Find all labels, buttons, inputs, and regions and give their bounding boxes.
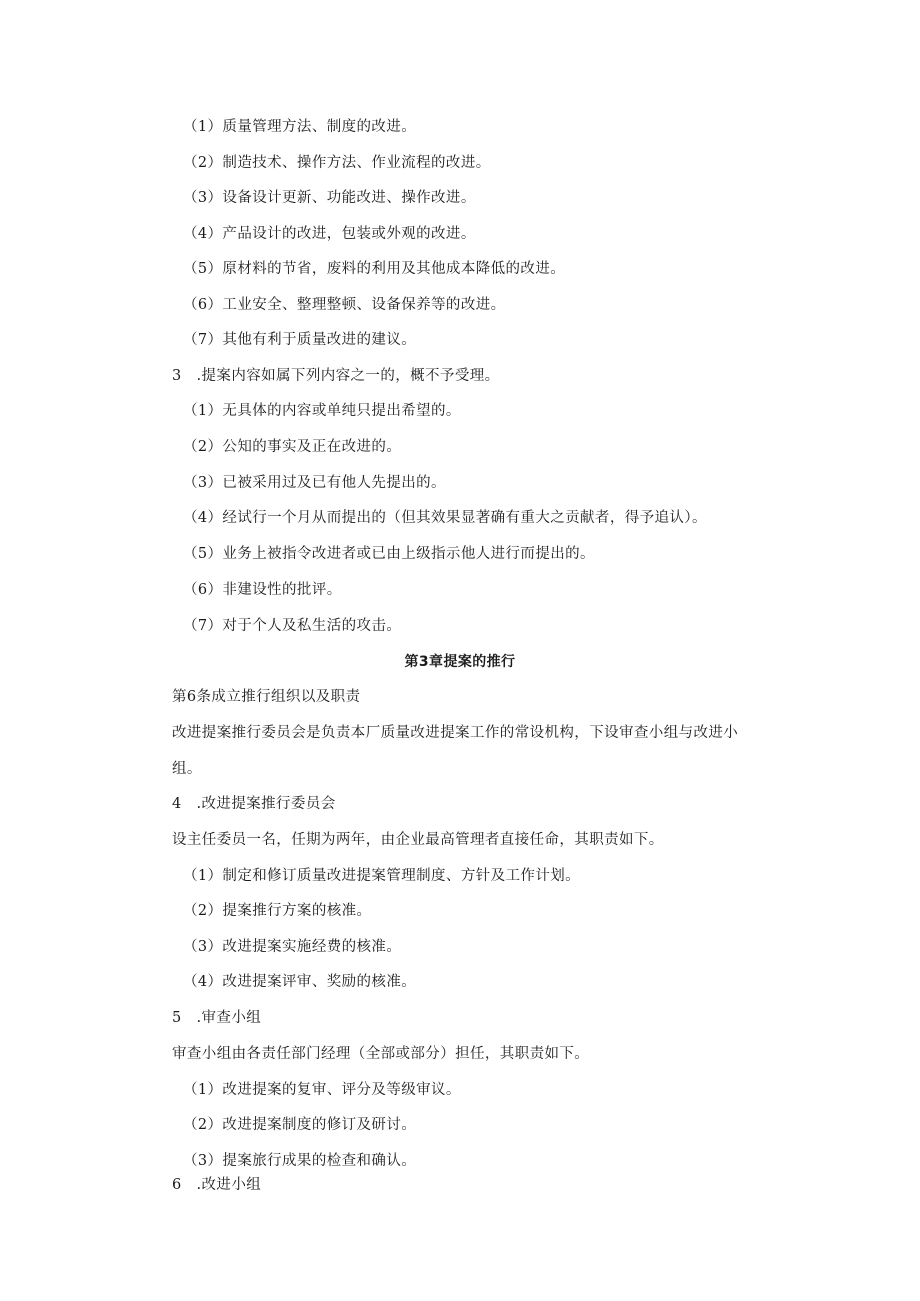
list-item: （3）设备设计更新、功能改进、操作改进。 — [183, 190, 476, 206]
list-item: （3）改进提案实施经费的核准。 — [183, 939, 402, 955]
chapter-heading: 第3章提案的推行 — [404, 654, 516, 670]
list-item: （6）工业安全、整理整顿、设备保养等的改进。 — [183, 297, 506, 313]
list-item: （5）原材料的节省，废料的利用及其他成本降低的改进。 — [183, 261, 566, 277]
list-item: （4）产品设计的改进，包装或外观的改进。 — [183, 226, 476, 242]
list-item: （2）提案推行方案的核准。 — [183, 903, 372, 919]
list-item: （7）对于个人及私生活的攻击。 — [183, 618, 402, 634]
list-item: （2）制造技术、操作方法、作业流程的改进。 — [183, 155, 491, 171]
section-item: 6 .改进小组 — [172, 1177, 262, 1193]
list-item: （5）业务上被指令改进者或已由上级指示他人进行而提出的。 — [183, 546, 595, 562]
paragraph: 审查小组由各责任部门经理（全部或部分）担任，其职责如下。 — [172, 1046, 590, 1062]
list-item: （1）质量管理方法、制度的改进。 — [183, 119, 417, 135]
list-item: （7）其他有利于质量改进的建议。 — [183, 332, 417, 348]
list-item: （4）改进提案评审、奖励的核准。 — [183, 974, 417, 990]
list-item: （1）改进提案的复审、评分及等级审议。 — [183, 1082, 461, 1098]
section-item: 4 .改进提案推行委员会 — [172, 796, 336, 812]
list-item: （2）改进提案制度的修订及研讨。 — [183, 1117, 417, 1133]
section-item: 5 .审查小组 — [172, 1010, 262, 1026]
paragraph: 组。 — [172, 761, 202, 777]
paragraph: 改进提案推行委员会是负责本厂质量改进提案工作的常设机构，下设审查小组与改进小 — [172, 725, 739, 741]
list-item: （3）已被采用过及已有他人先提出的。 — [183, 475, 446, 491]
list-item: （1）无具体的内容或单纯只提出希望的。 — [183, 403, 461, 419]
list-item: （3）提案旅行成果的检查和确认。 — [183, 1153, 417, 1169]
list-item: （6）非建设性的批评。 — [183, 582, 342, 598]
section-item: 3 .提案内容如属下列内容之一的，概不予受理。 — [172, 368, 500, 384]
list-item: （2）公知的事实及正在改进的。 — [183, 439, 402, 455]
article-title: 第6条成立推行组织以及职责 — [172, 689, 361, 705]
list-item: （4）经试行一个月从而提出的（但其效果显著确有重大之贡献者，得予追认）。 — [183, 510, 707, 526]
paragraph: 设主任委员一名，任期为两年，由企业最高管理者直接任命，其职责如下。 — [172, 832, 664, 848]
list-item: （1）制定和修订质量改进提案管理制度、方针及工作计划。 — [183, 868, 581, 884]
